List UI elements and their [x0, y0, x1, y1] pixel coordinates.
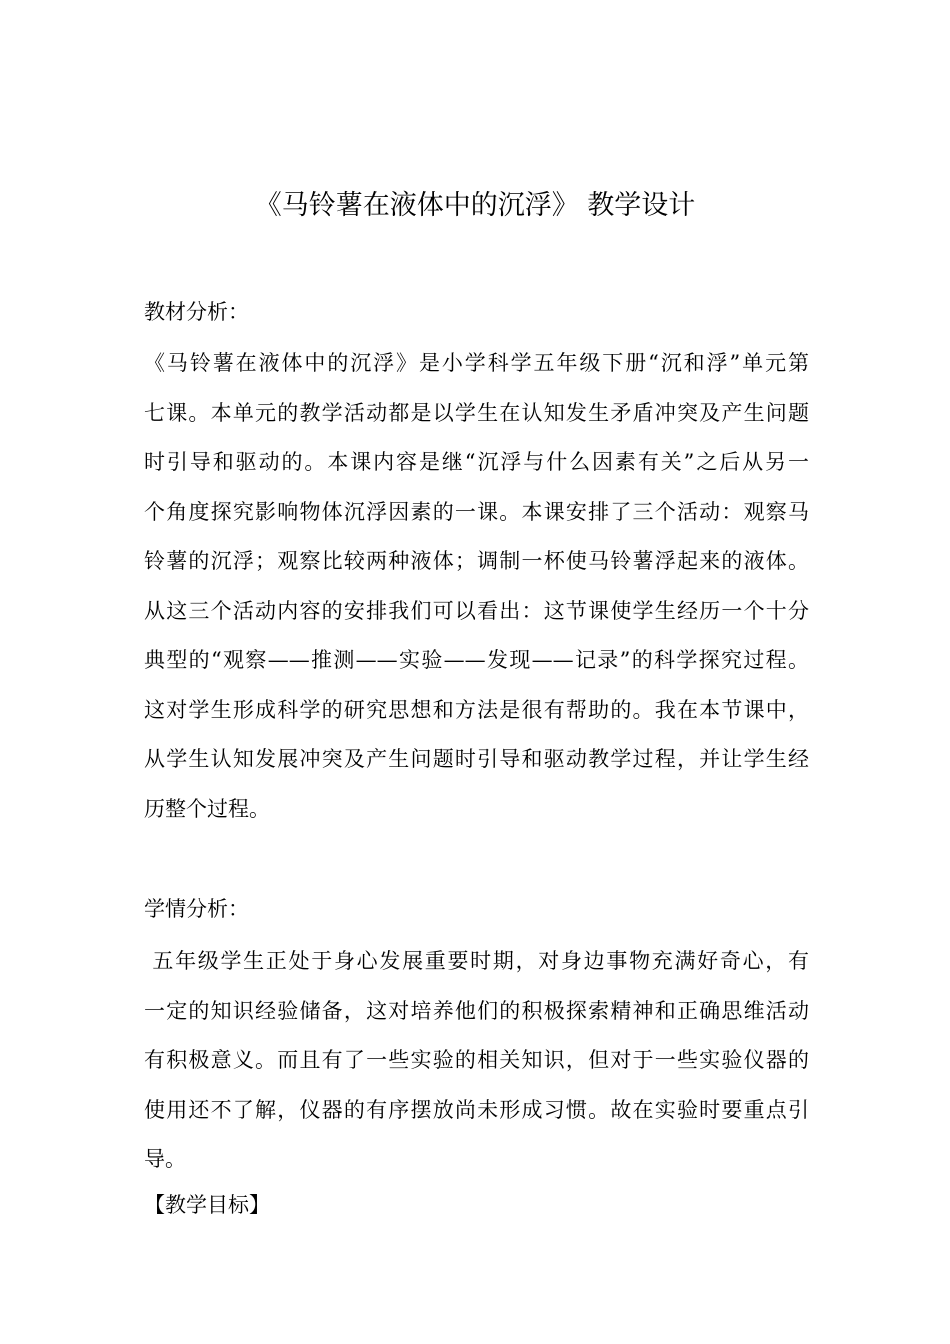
paragraph-line: 一定的知识经验储备，这对培养他们的积极探索精神和正确思维活动	[144, 998, 809, 1023]
paragraph-line: 从这三个活动内容的安排我们可以看出：这节课使学生经历一个十分	[144, 598, 809, 623]
paragraph-line: 五年级学生正处于身心发展重要时期，对身边事物充满好奇心，有	[144, 949, 809, 973]
paragraph-line: 这对学生形成科学的研究思想和方法是很有帮助的。我在本节课中，	[144, 697, 809, 722]
paragraph-line: 导。	[144, 1147, 186, 1171]
section-body-student-analysis	[144, 937, 809, 1185]
section-heading-textbook-analysis: 教材分析：	[144, 300, 249, 324]
paragraph-line: 《马铃薯在液体中的沉浮》是小学科学五年级下册“沉和浮”单元第	[144, 351, 809, 375]
paragraph-line: 七课。本单元的教学活动都是以学生在认知发生矛盾冲突及产生问题	[144, 400, 809, 425]
paragraph-line: 个角度探究影响物体沉浮因素的一课。本课安排了三个活动：观察马	[144, 499, 809, 524]
paragraph-line: 时引导和驱动的。本课内容是继“沉浮与什么因素有关”之后从另一	[144, 450, 809, 474]
paragraph-line: 有积极意义。而且有了一些实验的相关知识，但对于一些实验仪器的	[144, 1048, 809, 1072]
paragraph-line: 铃薯的沉浮；观察比较两种液体；调制一杯使马铃薯浮起来的液体。	[144, 549, 809, 573]
section-heading-teaching-objectives: 【教学目标】	[144, 1193, 270, 1217]
paragraph-line: 使用还不了解，仪器的有序摆放尚未形成习惯。故在实验时要重点引	[144, 1097, 809, 1122]
paragraph-line: 历整个过程。	[144, 796, 270, 821]
paragraph-line: 典型的“观察——推测——实验——发现——记录”的科学探究过程。	[144, 648, 809, 672]
document-title: 《马铃薯在液体中的沉浮》 教学设计	[254, 190, 696, 221]
paragraph-line: 从学生认知发展冲突及产生问题时引导和驱动教学过程，并让学生经	[144, 747, 809, 771]
section-body-textbook-analysis	[144, 339, 809, 834]
section-heading-student-analysis: 学情分析：	[144, 897, 249, 921]
